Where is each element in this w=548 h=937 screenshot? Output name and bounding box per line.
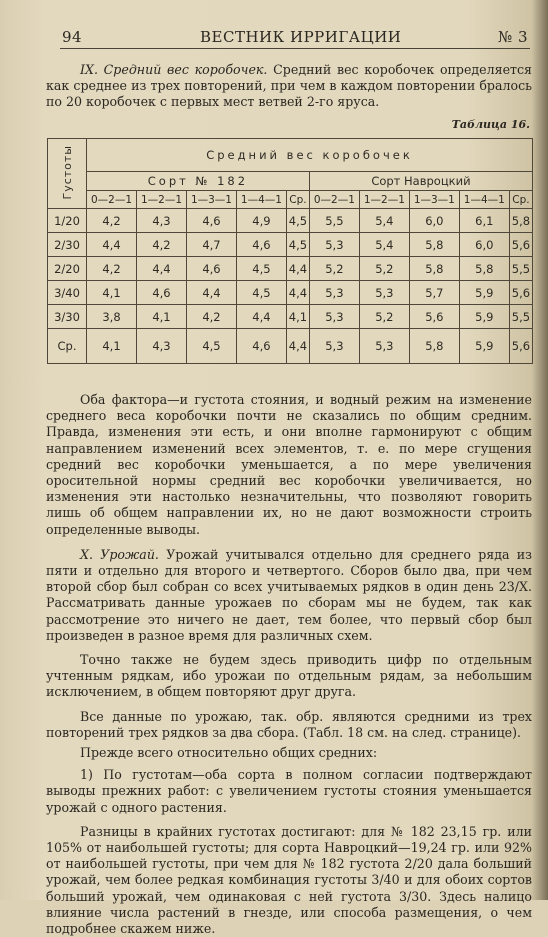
value-cell: 4,6 — [186, 209, 236, 233]
value-cell: 5,6 — [409, 305, 459, 329]
page-number: 94 — [62, 28, 83, 46]
value-cell: 5,5 — [509, 305, 532, 329]
value-cell: 4,4 — [236, 305, 286, 329]
value-cell: 5,2 — [359, 305, 409, 329]
value-cell: 4,5 — [286, 209, 309, 233]
value-cell: 4,2 — [186, 305, 236, 329]
section-9 — [46, 62, 532, 111]
table-body — [48, 209, 533, 364]
subheader: Ср. — [509, 191, 532, 209]
value-cell: 5,3 — [359, 329, 409, 364]
row-label: 2/30 — [48, 233, 87, 257]
row-label: 3/40 — [48, 281, 87, 305]
value-cell: 4,3 — [136, 329, 186, 364]
issue-number: № 3 — [498, 28, 529, 46]
subheader: 1—4—1 — [236, 191, 286, 209]
value-cell: 5,9 — [459, 329, 509, 364]
value-cell: 4,3 — [136, 209, 186, 233]
subheader: Ср. — [286, 191, 309, 209]
value-cell: 5,3 — [309, 305, 359, 329]
row-label: 2/20 — [48, 257, 87, 281]
subheader: 1—3—1 — [186, 191, 236, 209]
value-cell: 6,0 — [459, 233, 509, 257]
value-cell: 4,6 — [136, 281, 186, 305]
value-cell: 3,8 — [87, 305, 137, 329]
value-cell: 5,7 — [409, 281, 459, 305]
value-cell: 5,4 — [359, 209, 409, 233]
subheader: 0—2—1 — [309, 191, 359, 209]
value-cell: 5,3 — [309, 281, 359, 305]
value-cell: 4,2 — [87, 257, 137, 281]
value-cell: 4,5 — [236, 281, 286, 305]
journal-title: ВЕСТНИК ИРРИГАЦИИ — [200, 28, 402, 46]
value-cell: 5,6 — [509, 329, 532, 364]
value-cell: 5,3 — [359, 281, 409, 305]
table-row — [48, 281, 533, 305]
value-cell: 5,9 — [459, 281, 509, 305]
boll-weight-table — [47, 138, 533, 364]
group-header-182: Сорт № 182 — [87, 172, 310, 191]
value-cell: 4,6 — [186, 257, 236, 281]
value-cell: 5,5 — [309, 209, 359, 233]
value-cell: 4,5 — [286, 233, 309, 257]
header-rule — [60, 48, 530, 49]
value-cell: 4,1 — [87, 281, 137, 305]
table-caption: Таблица 16. — [451, 118, 530, 131]
value-cell: 5,5 — [509, 257, 532, 281]
value-cell: 4,2 — [87, 209, 137, 233]
value-cell: 4,6 — [236, 329, 286, 364]
value-cell: 5,6 — [509, 233, 532, 257]
value-cell: 4,4 — [286, 329, 309, 364]
paragraph-1: Оба фактора—и густота стояния, и водный режим на изменение среднего веса коробочки почти не сказались по общим средним. Правда, изменения эти есть, и они вполне гармонируют с общим направлением изменений всех элементов, т. е. по мере сгущения средний вес коробочки уменьшается, а по мере увеличения оросительной нормы средний вес коробочки увеличивается, но изменения эти настолько незначительны, что позволяют говорить лишь об общем направлении их, но не дают возможности строить определенные выводы. — [46, 392, 532, 537]
value-cell: 5,8 — [459, 257, 509, 281]
paragraph-3: Точно также не будем здесь приводить цифр по отдельным учтенным рядкам, ибо урожаи по отдельным рядам, за небольшим исключением, в общем повторяют друг друга. — [46, 652, 532, 700]
value-cell: 5,3 — [309, 233, 359, 257]
value-cell: 6,0 — [409, 209, 459, 233]
value-cell: 5,2 — [359, 257, 409, 281]
value-cell: 4,1 — [286, 305, 309, 329]
value-cell: 4,4 — [186, 281, 236, 305]
table-row — [48, 305, 533, 329]
paragraph-5: Прежде всего относительно общих средних: — [80, 745, 378, 761]
group-header-navrotsky: Сорт Навроцкий — [309, 172, 532, 191]
row-header-cell — [48, 139, 87, 209]
section-9-heading: IX. Средний вес коробочек. — [80, 62, 268, 77]
value-cell: 5,8 — [409, 329, 459, 364]
table-row — [48, 209, 533, 233]
paragraph-7: Разницы в крайних густотах достигают: для № 182 23,15 гр. или 105% от наибольшей густоты; для сорта Навроцкий—19,24 гр. или 92% от наибольшей густоты, при чем для № 182 густота 2/20 дала больший урожай, чем более редкая комбинация густоты 3/40 и для обоих сортов больший урожай, чем одинаковая с ней густота 3/30. Здесь налицо влияние числа растений в гнезде, или способа размещения, о чем подробнее скажем ниже. — [46, 823, 532, 937]
value-cell: 4,4 — [136, 257, 186, 281]
value-cell: 4,9 — [236, 209, 286, 233]
table-row — [48, 257, 533, 281]
table-row — [48, 233, 533, 257]
value-cell: 4,1 — [136, 305, 186, 329]
average-row — [48, 329, 533, 364]
paragraph-6: 1) По густотам—оба сорта в полном согласии подтверждают выводы прежних работ: с увеличением густоты стояния уменьшается урожай с одного растения. — [46, 767, 532, 815]
value-cell: 5,8 — [409, 233, 459, 257]
value-cell: 4,1 — [87, 329, 137, 364]
body-text — [46, 392, 532, 937]
section-9-paragraph — [46, 62, 532, 111]
value-cell: 4,5 — [236, 257, 286, 281]
value-cell: 4,4 — [286, 281, 309, 305]
value-cell: 4,6 — [236, 233, 286, 257]
page-header — [0, 28, 548, 48]
section-10-text: Урожай учитывался отдельно для среднего ряда из пяти и отдельно для второго и четвертого. Сборов было два, при чем второй сбор был собран со всех учитываемых рядков в один день 23/X. Рассматривать данные урожаев по сборам мы не будем, так как рассмотрение это ничего не дает, тем более, что первый сбор был произведен в разное время для различных схем. — [46, 546, 532, 643]
value-cell: 5,8 — [409, 257, 459, 281]
value-cell: 5,8 — [509, 209, 532, 233]
row-label: 1/20 — [48, 209, 87, 233]
value-cell: 5,4 — [359, 233, 409, 257]
section-9-text: Средний вес коробочек определяется как среднее из трех повторений, при чем в каждом повторении бралось по 20 коробочек с первых мест ветвей 2-го яруса. — [46, 62, 532, 110]
value-cell: 5,6 — [509, 281, 532, 305]
subheader: 0—2—1 — [87, 191, 137, 209]
subheader: 1—4—1 — [459, 191, 509, 209]
row-label: 3/30 — [48, 305, 87, 329]
row-header-label: Густоты — [60, 144, 74, 200]
value-cell: 4,4 — [87, 233, 137, 257]
value-cell: 5,3 — [309, 329, 359, 364]
paragraph-4: Все данные по урожаю, так. обр. являются средними из трех повторений трех рядков за два сбора. (Табл. 18 см. на след. странице). — [46, 708, 532, 740]
value-cell: 4,2 — [136, 233, 186, 257]
subheader: 1—3—1 — [409, 191, 459, 209]
paragraph-2 — [46, 547, 532, 644]
value-cell: 5,9 — [459, 305, 509, 329]
value-cell: 4,5 — [186, 329, 236, 364]
subheader: 1—2—1 — [359, 191, 409, 209]
main-header: Средний вес коробочек — [87, 139, 533, 172]
value-cell: 6,1 — [459, 209, 509, 233]
value-cell: 4,7 — [186, 233, 236, 257]
value-cell: 5,2 — [309, 257, 359, 281]
value-cell: 4,4 — [286, 257, 309, 281]
subheader: 1—2—1 — [136, 191, 186, 209]
section-10-heading: X. Урожай. — [80, 546, 159, 562]
row-label: Ср. — [48, 329, 87, 364]
